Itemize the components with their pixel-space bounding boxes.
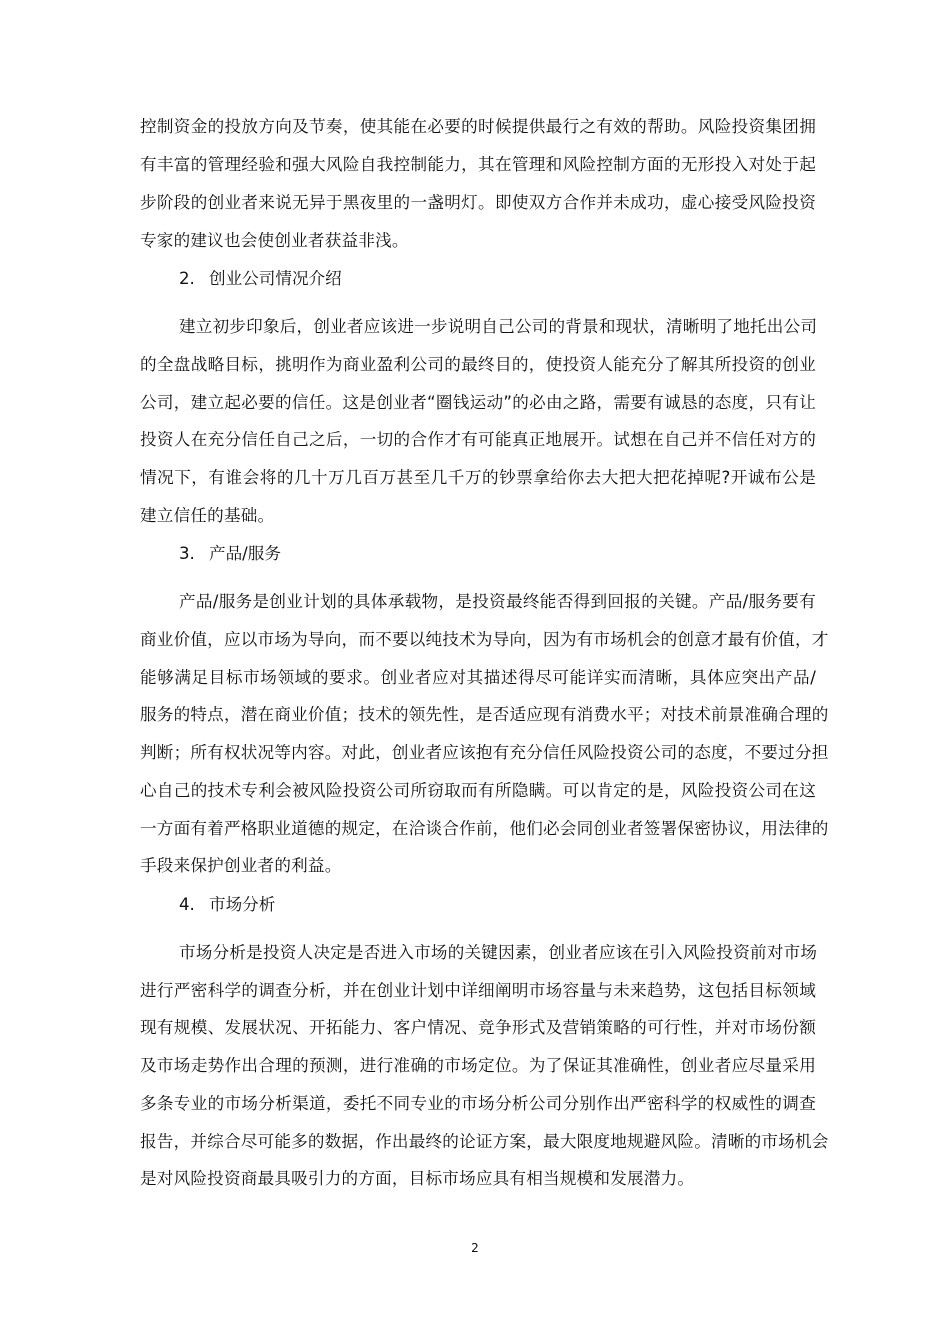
paragraph-line: 的全盘战略目标，挑明作为商业盈利公司的最终目的，使投资人能充分了解其所投资的创业	[140, 355, 816, 374]
paragraph-line: 步阶段的创业者来说无异于黑夜里的一盏明灯。即使双方合作并未成功，虚心接受风险投资	[140, 193, 816, 212]
section-heading-market-analysis	[179, 888, 275, 922]
section-heading-company-intro	[179, 262, 342, 296]
section-heading-product-service	[179, 537, 281, 571]
paragraph-line: 是对风险投资商最具吸引力的方面，目标市场应具有相当规模和发展潜力。	[140, 1169, 695, 1188]
paragraph-line: 情况下，有谁会将的几十万几百万甚至几千万的钞票拿给你去大把大把花掉呢?开诚布公是	[140, 468, 816, 487]
paragraph-line: 进行严密科学的调查分析，并在创业计划中详细阐明市场容量与未来趋势，这包括目标领域	[140, 981, 816, 1000]
section-title: 创业公司情况介绍	[209, 269, 342, 288]
paragraph-line: 一方面有着严格职业道德的规定，在洽谈合作前，他们必会同创业者签署保密协议，用法律的	[140, 819, 829, 838]
paragraph-line: 心自己的技术专利会被风险投资公司所窃取而有所隐瞒。可以肯定的是，风险投资公司在这	[140, 781, 816, 800]
paragraph-line: 服务的特点，潜在商业价值；技术的领先性，是否适应现有消费水平；对技术前景准确合理的	[140, 705, 829, 724]
section-number: 3.	[179, 544, 195, 563]
paragraph-line: 现有规模、发展状况、开拓能力、客户情况、竞争形式及营销策略的可行性，并对市场份额	[140, 1018, 816, 1037]
paragraph-line: 建立初步印象后，创业者应该进一步说明自己公司的背景和现状，清晰明了地托出公司	[179, 317, 818, 336]
paragraph-line: 判断；所有权状况等内容。对此，创业者应该抱有充分信任风险投资公司的态度，不要过分担	[140, 743, 829, 762]
paragraph-line: 公司，建立起必要的信任。这是创业者“圈钱运动”的必由之路，需要有诚恳的态度，只有让	[140, 393, 816, 412]
section-title: 产品/服务	[209, 544, 281, 563]
paragraph-line: 投资人在充分信任自己之后，一切的合作才有可能真正地展开。试想在自己并不信任对方的	[140, 430, 816, 449]
paragraph-line: 能够满足目标市场领域的要求。创业者应对其描述得尽可能详实而清晰，具体应突出产品/	[140, 668, 816, 687]
paragraph-line: 手段来保护创业者的利益。	[140, 856, 342, 875]
paragraph-line: 专家的建议也会使创业者获益非浅。	[140, 231, 409, 250]
paragraph-line: 及市场走势作出合理的预测，进行准确的市场定位。为了保证其准确性，创业者应尽量采用	[140, 1056, 816, 1075]
paragraph-line: 产品/服务是创业计划的具体承载物，是投资最终能否得到回报的关键。产品/服务要有	[179, 592, 816, 611]
section-number: 4.	[179, 895, 195, 914]
page-number: 2	[471, 1241, 479, 1255]
section-title: 市场分析	[209, 895, 276, 914]
paragraph-line: 报告，并综合尽可能多的数据，作出最终的论证方案，最大限度地规避风险。清晰的市场机会	[140, 1132, 829, 1151]
paragraph-line: 建立信任的基础。	[140, 506, 275, 525]
paragraph-line: 商业价值，应以市场为导向，而不要以纯技术为导向，因为有市场机会的创意才最有价值，才	[140, 630, 829, 649]
paragraph-line: 有丰富的管理经验和强大风险自我控制能力，其在管理和风险控制方面的无形投入对处于起	[140, 155, 816, 174]
paragraph-line: 多条专业的市场分析渠道，委托不同专业的市场分析公司分别作出严密科学的权威性的调查	[140, 1094, 816, 1113]
section-number: 2.	[179, 269, 195, 288]
paragraph-line: 市场分析是投资人决定是否进入市场的关键因素，创业者应该在引入风险投资前对市场	[179, 943, 818, 962]
paragraph-line: 控制资金的投放方向及节奏，使其能在必要的时候提供最行之有效的帮助。风险投资集团拥	[140, 117, 816, 136]
